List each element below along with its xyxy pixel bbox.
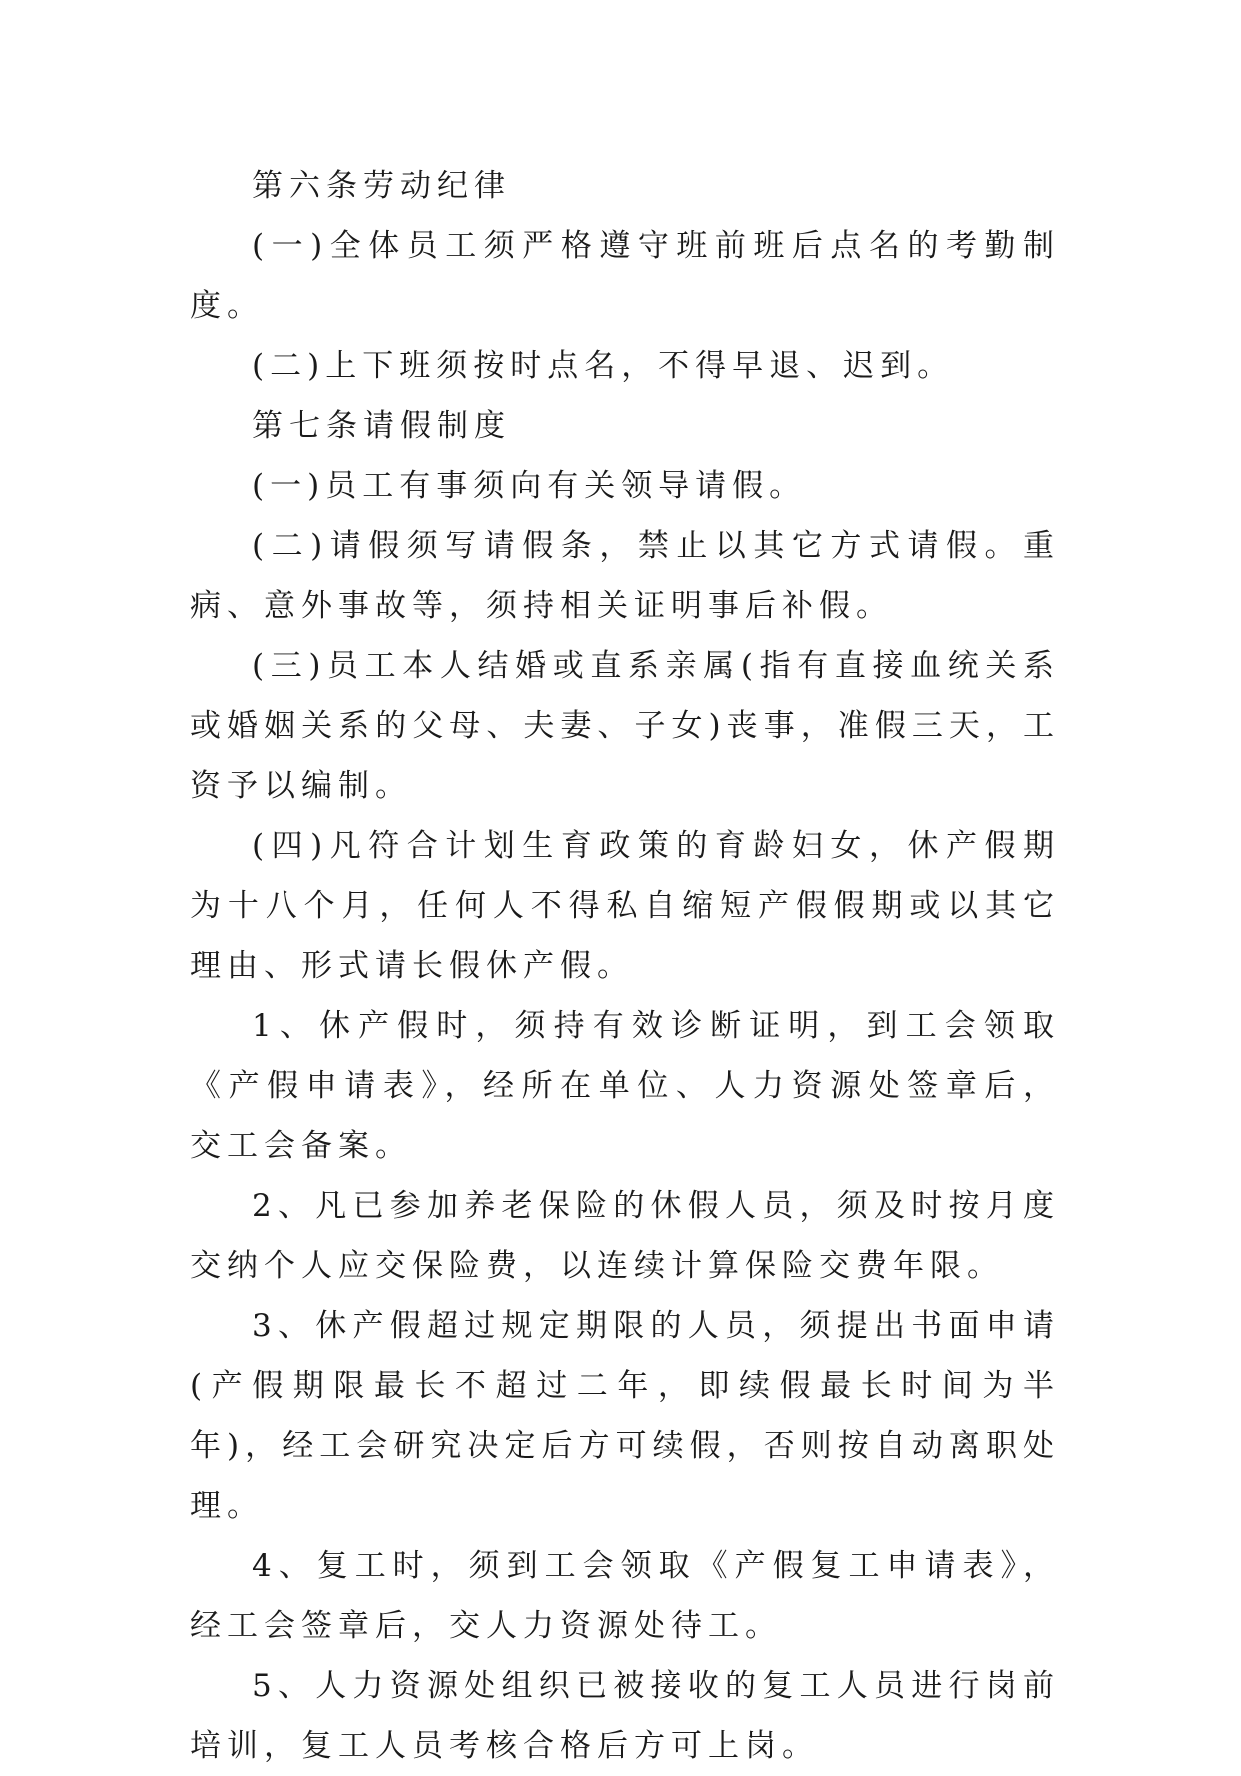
paragraph-6-1: (一)全体员工须严格遵守班前班后点名的考勤制度。 — [190, 228, 1060, 324]
item-4: 4、复工时，须到工会领取《产假复工申请表》，经工会签章后，交人力资源处待工。 — [190, 1548, 1060, 1644]
paragraph-7-4: (四)凡符合计划生育政策的育龄妇女，休产假期为十八个月，任何人不得私自缩短产假假期或以其它理由、形式请长假休产假。 — [190, 828, 1060, 984]
article-7-heading: 第七条请假制度 — [252, 408, 511, 444]
article-6-heading: 第六条劳动纪律 — [252, 168, 511, 204]
item-2: 2、凡已参加养老保险的休假人员，须及时按月度交纳个人应交保险费，以连续计算保险交费年限。 — [190, 1188, 1060, 1284]
item-5: 5、人力资源处组织已被接收的复工人员进行岗前培训，复工人员考核合格后方可上岗。 — [190, 1668, 1060, 1764]
item-1: 1、休产假时，须持有效诊断证明，到工会领取《产假申请表》，经所在单位、人力资源处签章后，交工会备案。 — [190, 1008, 1060, 1164]
paragraph-7-2: (二)请假须写请假条，禁止以其它方式请假。重病、意外事故等，须持相关证明事后补假。 — [190, 528, 1060, 624]
paragraph-7-1: (一)员工有事须向有关领导请假。 — [252, 468, 807, 504]
paragraph-6-2: (二)上下班须按时点名，不得早退、迟到。 — [252, 348, 955, 384]
document-body — [190, 156, 1060, 1776]
paragraph-7-3: (三)员工本人结婚或直系亲属(指有直接血统关系或婚姻关系的父母、夫妻、子女)丧事，准假三天，工资予以编制。 — [190, 648, 1060, 804]
item-3: 3、休产假超过规定期限的人员，须提出书面申请(产假期限最长不超过二年，即续假最长时间为半年)，经工会研究决定后方可续假，否则按自动离职处理。 — [190, 1308, 1060, 1524]
